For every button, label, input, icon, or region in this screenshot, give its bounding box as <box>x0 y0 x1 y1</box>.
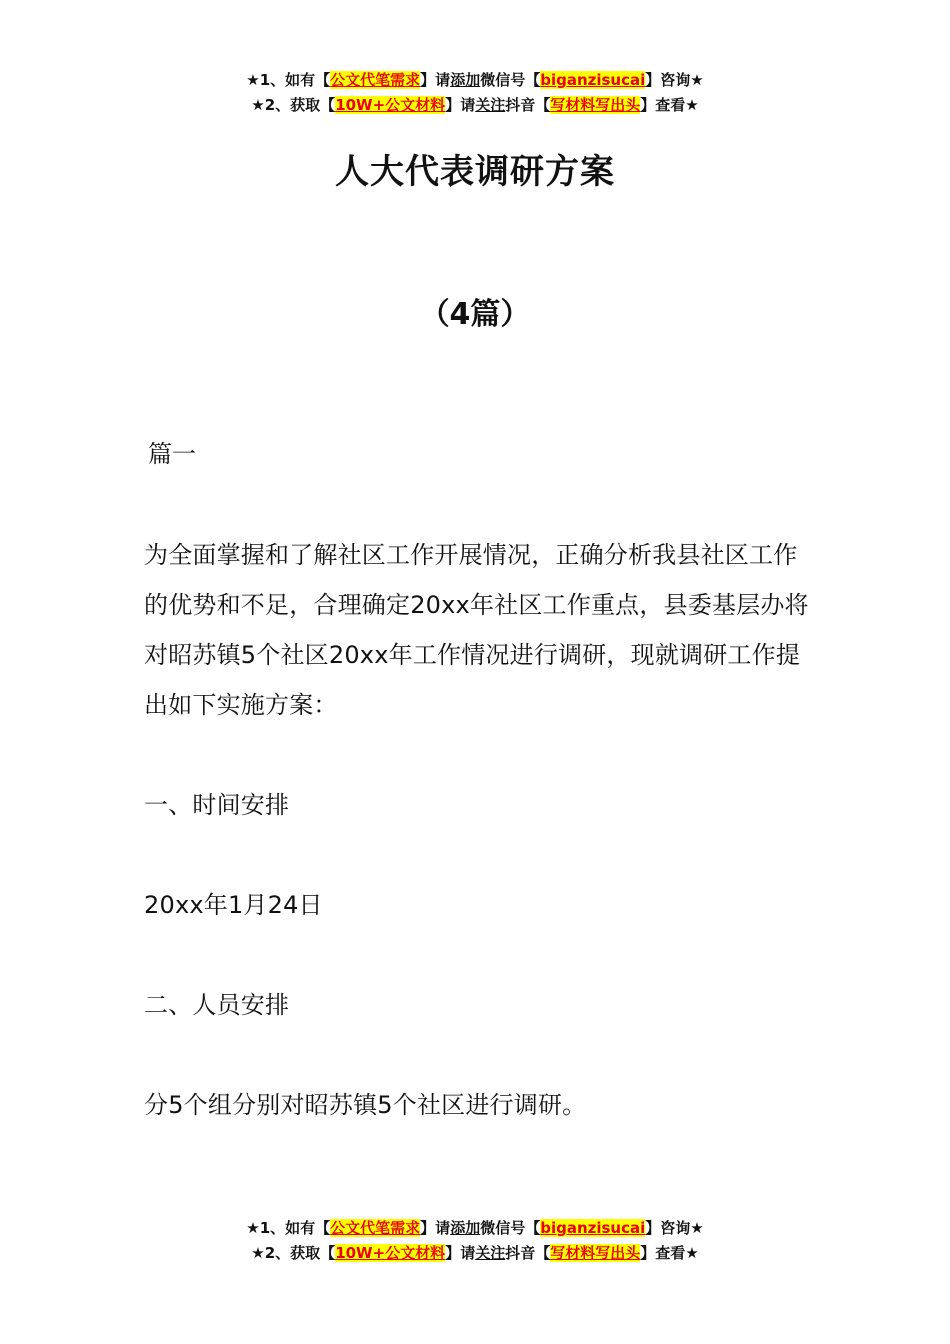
banner-prefix: ★1、如有【 <box>246 1219 331 1237</box>
banner-text: 抖音【 <box>505 96 551 114</box>
banner-highlight: biganzisucai <box>540 1219 646 1237</box>
banner-text: 微信号【 <box>480 71 541 89</box>
banner-highlight: 公文代笔需求 <box>330 1219 421 1237</box>
heading-staff-arrangement: 二、人员安排 <box>144 991 290 1019</box>
intro-paragraph: 为全面掌握和了解社区工作开展情况，正确分析我县社区工作的优势和不足，合理确定20xx年社区工作重点，县委基层办将对昭苏镇5个社区20xx年工作情况进行调研，现就调研工作提出如下实施方案： <box>144 541 809 719</box>
banner-suffix: 】咨询★ <box>645 1219 704 1237</box>
document-title: 人大代表调研方案 <box>335 152 615 192</box>
document-subtitle: （4篇） <box>419 297 531 332</box>
banner-underlined: 关注 <box>475 96 506 114</box>
date-paragraph: 20xx年1月24日 <box>144 891 323 919</box>
banner-underlined: 添加 <box>450 1219 481 1237</box>
banner-suffix: 】咨询★ <box>645 71 704 89</box>
banner-text: 】请 <box>445 1244 476 1262</box>
banner-highlight: 公文代笔需求 <box>330 71 421 89</box>
banner-highlight: biganzisucai <box>540 71 646 89</box>
heading-time-arrangement: 一、时间安排 <box>144 791 290 819</box>
banner-text: 】请 <box>445 96 476 114</box>
banner-line-2 <box>0 93 950 118</box>
banner-suffix: 】查看★ <box>640 96 699 114</box>
banner-line-1 <box>0 68 950 93</box>
footer-banner <box>0 1216 950 1266</box>
banner-prefix: ★1、如有【 <box>246 71 331 89</box>
banner-highlight: 10W+公文材料 <box>335 96 446 114</box>
banner-text: 微信号【 <box>480 1219 541 1237</box>
staff-paragraph: 分5个组分别对昭苏镇5个社区进行调研。 <box>144 1091 587 1119</box>
banner-highlight: 写材料写出头 <box>550 96 641 114</box>
banner-text: 】请 <box>420 71 451 89</box>
banner-highlight: 10W+公文材料 <box>335 1244 446 1262</box>
banner-underlined: 添加 <box>450 71 481 89</box>
banner-line-1 <box>0 1216 950 1241</box>
header-banner <box>0 68 950 118</box>
banner-underlined: 关注 <box>475 1244 506 1262</box>
banner-suffix: 】查看★ <box>640 1244 699 1262</box>
section-label: 篇一 <box>148 440 196 468</box>
banner-text: 】请 <box>420 1219 451 1237</box>
banner-text: 抖音【 <box>505 1244 551 1262</box>
banner-highlight: 写材料写出头 <box>550 1244 641 1262</box>
banner-prefix: ★2、获取【 <box>251 1244 336 1262</box>
banner-line-2 <box>0 1241 950 1266</box>
banner-prefix: ★2、获取【 <box>251 96 336 114</box>
